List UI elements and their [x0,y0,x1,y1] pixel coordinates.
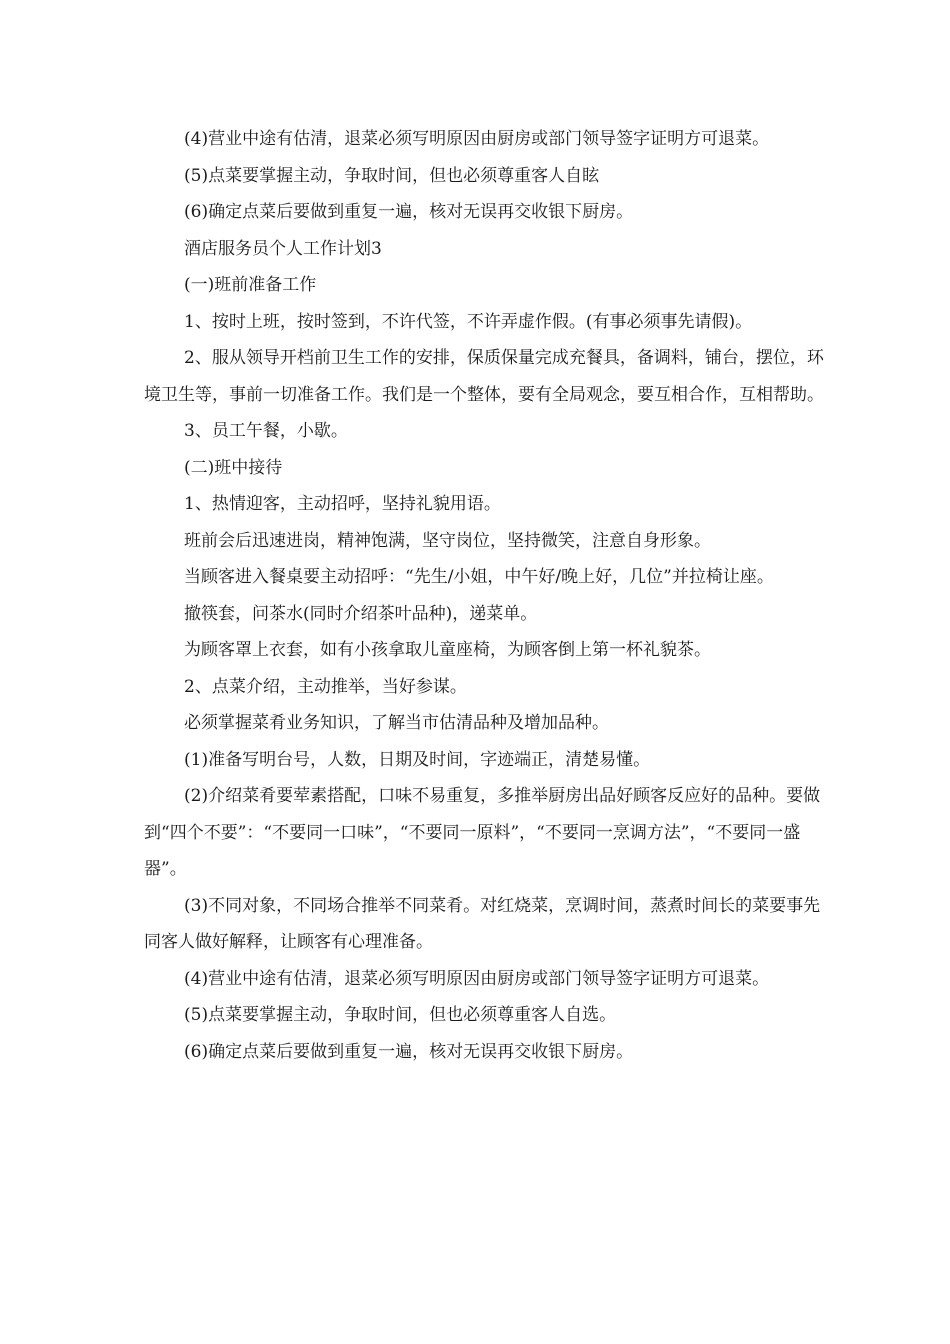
paragraph: 班前会后迅速进岗，精神饱满，坚守岗位，坚持微笑，注意自身形象。 [184,530,711,551]
paragraph: (1)准备写明台号，人数，日期及时间，字迹端正，清楚易懂。 [184,749,651,770]
paragraph: 3、员工午餐，小歇。 [184,421,348,441]
paragraph: 2、点菜介绍，主动推举，当好参谋。 [184,676,467,697]
paragraph: (4)营业中途有估清，退菜必须写明原因由厨房或部门领导签字证明方可退菜。 [184,129,770,149]
paragraph: (6)确定点菜后要做到重复一遍，核对无误再交收银下厨房。 [184,202,634,222]
subsection-heading: (一)班前准备工作 [184,275,317,295]
paragraph: (2)介绍菜肴要荤素搭配，口味不易重复，多推举厨房出品好顾客反应好的品种。要做到“四个不要”：“不要同一口味”，“不要同一原料”，“不要同一烹调方法”，“不要同一盛器”。 [144,786,821,879]
paragraph: (6)确定点菜后要做到重复一遍，核对无误再交收银下厨房。 [184,1041,634,1062]
paragraph: (5)点菜要掌握主动，争取时间，但也必须尊重客人自眩 [184,165,600,186]
subsection-heading: (二)班中接待 [184,457,283,478]
paragraph: 必须掌握菜肴业务知识，了解当市估清品种及增加品种。 [184,713,609,733]
paragraph: 为顾客罩上衣套，如有小孩拿取儿童座椅，为顾客倒上第一杯礼貌茶。 [184,640,711,660]
paragraph: (4)营业中途有估清，退菜必须写明原因由厨房或部门领导签字证明方可退菜。 [184,968,770,989]
paragraph: 1、按时上班，按时签到，不许代签，不许弄虚作假。(有事必须事先请假)。 [184,311,753,332]
paragraph: (5)点菜要掌握主动，争取时间，但也必须尊重客人自选。 [184,1005,617,1025]
paragraph: (3)不同对象，不同场合推举不同菜肴。对红烧菜，烹调时间，蒸煮时间长的菜要事先同客人做好解释，让顾客有心理准备。 [144,895,821,952]
section-title: 酒店服务员个人工作计划3 [184,238,382,259]
document-body [144,121,824,1070]
paragraph: 2、服从领导开档前卫生工作的安排，保质保量完成充餐具，备调料，铺台，摆位，环境卫生等，事前一切准备工作。我们是一个整体，要有全局观念，要互相合作，互相帮助。 [144,348,824,405]
paragraph: 1、热情迎客，主动招呼，坚持礼貌用语。 [184,494,501,514]
paragraph: 撤筷套，问茶水(同时介绍茶叶品种)，递菜单。 [184,603,538,624]
paragraph: 当顾客进入餐桌要主动招呼：“先生/小姐，中午好/晚上好，几位”并拉椅让座。 [184,567,774,587]
